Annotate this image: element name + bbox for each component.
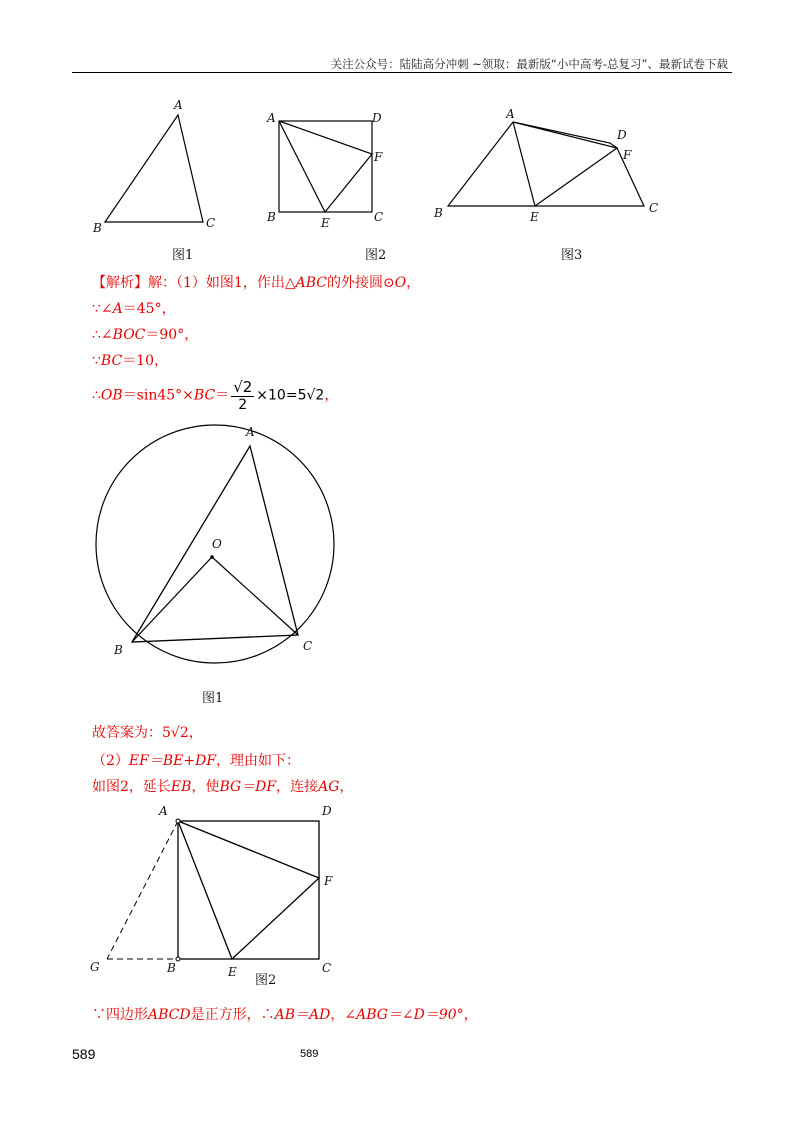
label-o: O	[212, 537, 222, 551]
label-f: F	[374, 150, 383, 164]
solution-line-2	[92, 298, 176, 318]
proof-text: 是正方形，∴	[190, 1007, 275, 1023]
solution-text: ∴	[92, 387, 101, 404]
var-bc: BC	[193, 387, 216, 404]
solution-text: 解：（1）如图1，作出△	[148, 275, 296, 291]
label-a: A	[267, 111, 276, 125]
circumcircle-figure	[90, 420, 350, 710]
label-a: A	[506, 107, 515, 121]
solution-text: ∵∠	[92, 301, 113, 317]
answer-text: 故答案为：5√2，	[92, 725, 203, 741]
label-c: C	[206, 216, 216, 230]
var-o: O	[394, 275, 407, 291]
label-a: A	[159, 804, 168, 818]
proof-text: ，∠	[330, 1007, 357, 1023]
var-abc: ABC	[295, 275, 327, 291]
solution-line-3	[92, 324, 198, 344]
label-e: E	[228, 965, 237, 979]
punct: ，	[339, 779, 354, 795]
header-rule	[72, 72, 732, 73]
solution-text: ＝	[215, 387, 230, 404]
var-bc: BC	[100, 353, 123, 369]
var-abcd: ABCD	[148, 1007, 191, 1023]
punct: ，	[324, 387, 339, 404]
figure-2-caption: 图2	[365, 248, 387, 263]
square-figure	[85, 800, 355, 995]
answer-line-1	[92, 722, 203, 742]
label-d: D	[322, 804, 332, 818]
label-b: B	[114, 643, 123, 657]
label-g: G	[90, 960, 100, 974]
solution-text: 的外接圆⊙	[326, 275, 395, 291]
equation: AB＝AD	[274, 1007, 331, 1023]
page-header: 关注公众号：陆陆高分冲刺 ~领取：最新版“小中高考-总复习”、最新试卷下载	[330, 57, 728, 71]
fraction-numerator: √2	[233, 378, 253, 396]
label-c: C	[374, 210, 384, 224]
solution-text: ＝45°，	[122, 301, 176, 317]
page-number-center: 589	[300, 1048, 319, 1060]
final-line	[92, 1004, 478, 1024]
answer-text: ，连接	[276, 779, 319, 795]
punct: ，	[463, 1007, 478, 1023]
label-b: B	[267, 210, 276, 224]
equation: BG＝DF	[219, 779, 277, 795]
var-a: A	[112, 301, 123, 317]
figure-1-caption: 图1	[172, 248, 194, 263]
page-number-left: 589	[72, 1046, 96, 1062]
proof-text: ∵四边形	[92, 1007, 148, 1023]
solution-text: ∵	[92, 353, 101, 369]
label-e: E	[530, 210, 539, 224]
answer-text: （2）	[92, 753, 129, 769]
var-ob: OB	[100, 387, 123, 404]
figure-3-quadrilateral	[430, 105, 670, 265]
answer-text: 如图2，延长	[92, 779, 171, 795]
analysis-bracket: 【解析】	[92, 275, 148, 291]
solution-line-5	[92, 378, 338, 413]
answer-line-2	[92, 750, 300, 770]
label-b: B	[167, 961, 176, 975]
expression: ×10=5√2	[256, 387, 325, 404]
label-c: C	[322, 961, 332, 975]
label-f: F	[324, 874, 333, 888]
solution-text: ＝90°，	[145, 327, 199, 343]
answer-text: ，使	[191, 779, 220, 795]
label-c: C	[303, 639, 313, 653]
square-figure-caption: 图2	[255, 973, 277, 988]
punct: ，	[406, 275, 421, 291]
label-a: A	[174, 98, 183, 112]
equation: EF＝BE+DF	[128, 753, 217, 769]
equation: ABG＝∠D＝90°	[356, 1007, 464, 1023]
solution-line-1	[92, 272, 420, 292]
fraction-denominator: 2	[238, 397, 248, 413]
label-a: A	[246, 425, 255, 439]
var-eb: EB	[170, 779, 192, 795]
label-d: D	[372, 111, 382, 125]
label-b: B	[434, 206, 443, 220]
solution-line-4	[92, 350, 168, 370]
label-b: B	[93, 221, 102, 235]
label-d: D	[617, 128, 627, 142]
solution-text: ＝sin45°×	[122, 387, 194, 404]
answer-text: ，理由如下：	[216, 753, 301, 769]
figure-1-triangle	[90, 95, 230, 265]
solution-text: ∴∠	[92, 327, 113, 343]
circle-figure-caption: 图1	[202, 691, 224, 706]
label-e: E	[321, 216, 330, 230]
var-ag: AG	[318, 779, 340, 795]
label-c: C	[649, 201, 659, 215]
solution-text: ＝10，	[122, 353, 169, 369]
label-f: F	[623, 148, 632, 162]
figure-3-caption: 图3	[561, 248, 583, 263]
figure-2-square	[262, 108, 397, 263]
answer-line-3	[92, 776, 353, 796]
fraction	[231, 378, 254, 413]
var-boc: BOC	[112, 327, 146, 343]
